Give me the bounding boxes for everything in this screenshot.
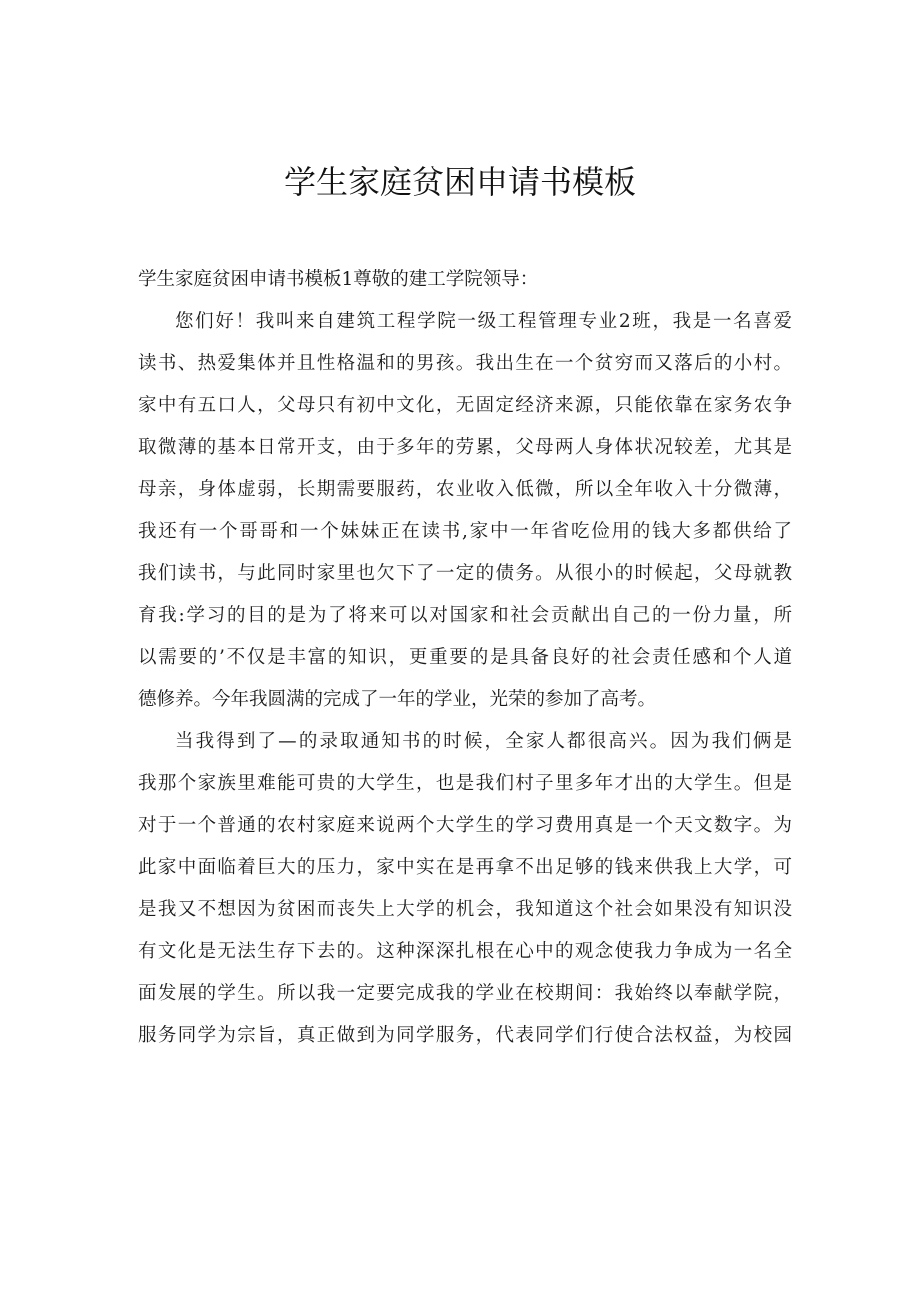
paragraph-line: 家中有五口人，父母只有初中文化，无固定经济来源，只能依靠在家务农争 [138, 395, 792, 416]
paragraph-line: 读书、热爱集体并且性格温和的男孩。我出生在一个贫穷而又落后的小村。 [138, 353, 792, 374]
paragraph-line: 我们读书，与此同时家里也欠下了一定的债务。从很小的时候起，父母就教 [138, 563, 792, 584]
paragraph-line: 是我又不想因为贫困而丧失上大学的机会，我知道这个社会如果没有知识没 [138, 899, 792, 920]
paragraph-line: 我还有一个哥哥和一个妹妹正在读书,家中一年省吃俭用的钱大多都供给了 [138, 521, 792, 542]
paragraph-line: 对于一个普通的农村家庭来说两个大学生的学习费用真是一个天文数字。为 [138, 815, 792, 836]
paragraph-line: 有文化是无法生存下去的。这种深深扎根在心中的观念使我力争成为一名全 [138, 941, 792, 962]
document-body [138, 259, 798, 1057]
paragraph-line: 取微薄的基本日常开支，由于多年的劳累，父母两人身体状况较差，尤其是 [138, 437, 792, 458]
paragraph-line: 育我:学习的目的是为了将来可以对国家和社会贡献出自己的一份力量，所 [138, 605, 792, 626]
salutation-line: 学生家庭贫困申请书模板1尊敬的建工学院领导： [138, 269, 539, 290]
paragraph-line: 此家中面临着巨大的压力，家中实在是再拿不出足够的钱来供我上大学，可 [138, 857, 792, 878]
paragraph-line: 我那个家族里难能可贵的大学生，也是我们村子里多年才出的大学生。但是 [138, 773, 792, 794]
paragraph-line: 当我得到了—的录取通知书的时候，全家人都很高兴。因为我们俩是 [175, 731, 792, 752]
paragraph-line: 面发展的学生。所以我一定要完成我的学业在校期间：我始终以奉献学院， [138, 983, 792, 1004]
paragraph-line: 母亲，身体虚弱，长期需要服药，农业收入低微，所以全年收入十分微薄， [138, 479, 792, 500]
document-title: 学生家庭贫困申请书模板 [283, 163, 636, 201]
paragraph-line: 服务同学为宗旨，真正做到为同学服务，代表同学们行使合法权益，为校园 [138, 1025, 792, 1046]
paragraph-line: 您们好！我叫来自建筑工程学院一级工程管理专业2班，我是一名喜爱 [175, 311, 792, 332]
paragraph-line: 以需要的’不仅是丰富的知识，更重要的是具备良好的社会责任感和个人道 [138, 647, 792, 668]
paragraph-line: 德修养。今年我圆满的完成了一年的学业，光荣的参加了高考。 [138, 689, 657, 710]
